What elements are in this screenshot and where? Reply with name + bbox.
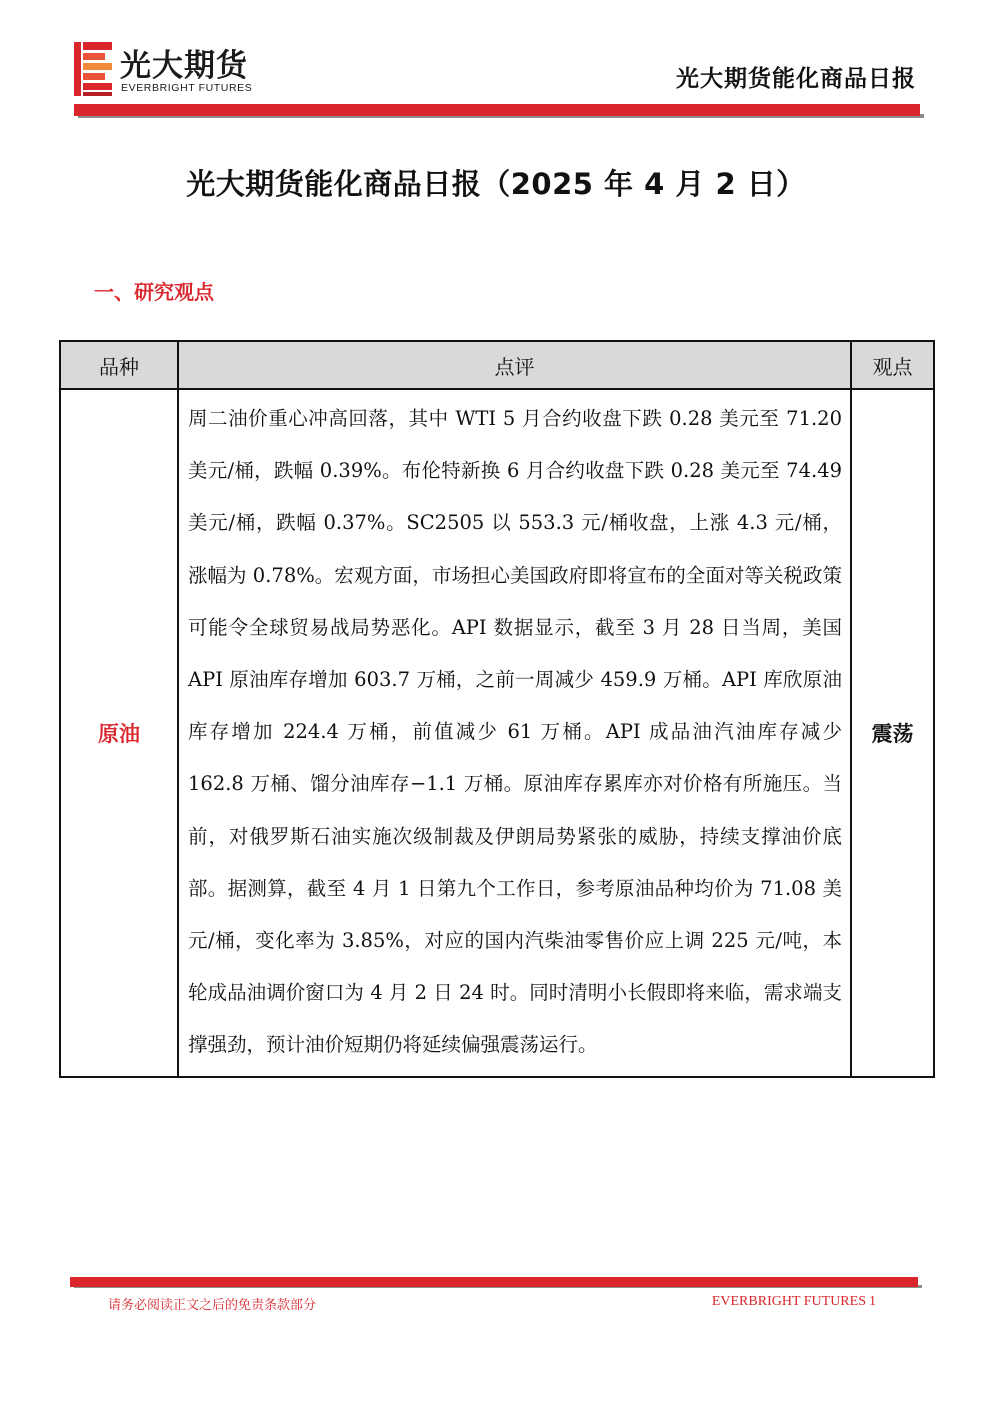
view-cell: 震荡 <box>851 389 934 1077</box>
comment-cell: 周二油价重心冲高回落，其中 WTI 5 月合约收盘下跌 0.28 美元至 71.20 美元/桶，跌幅 0.39%。布伦特新换 6 月合约收盘下跌 0.28 美元至 74.49 美元/桶，跌幅 0.37%。SC2505 以 553.3 元/桶收盘，上涨 4.3 元/桶，涨幅为 0.78%。宏观方面，市场担心美国政府即将宣布的全面对等关税政策可能令全球贸易战局势恶化。API 数据显示，截至 3 月 28 日当周，美国 API 原油库存增加 603.7 万桶，之前一周减少 459.9 万桶。API 库欣原油库存增加 224.4 万桶，前值减少 61 万桶。API 成品油汽油库存减少 162.8 万桶、馏分油库存−1.1 万桶。原油库存累库亦对价格有所施压。当前，对俄罗斯石油实施次级制裁及伊朗局势紧张的威胁，持续支撑油价底部。据测算，截至 4 月 1 日第九个工作日，参考原油品种均价为 71.08 美元/桶，变化率为 3.85%，对应的国内汽柴油零售价应上调 225 元/吨，本轮成品油调价窗口为 4 月 2 日 24 时。同时清明小长假即将来临，需求端支撑强劲，预计油价短期仍将延续偏强震荡运行。 <box>178 389 851 1077</box>
column-header-comment: 点评 <box>178 341 851 389</box>
footer-brand: EVERBRIGHT FUTURES <box>711 1294 866 1309</box>
footer-disclaimer: 请务必阅读正文之后的免责条款部分 <box>108 1298 317 1313</box>
company-logo <box>74 40 294 100</box>
table-row <box>60 389 934 1077</box>
header-report-title: 光大期货能化商品日报 <box>676 66 916 92</box>
document-title: 光大期货能化商品日报（2025 年 4 月 2 日） <box>186 167 806 201</box>
logo-english-name: EVERBRIGHT FUTURES <box>121 82 253 94</box>
research-view-table <box>59 340 935 1078</box>
variety-cell: 原油 <box>60 389 178 1077</box>
header-divider <box>74 104 920 116</box>
logo-chinese-name: 光大期货 <box>120 48 248 84</box>
column-header-variety: 品种 <box>60 341 178 389</box>
column-header-view: 观点 <box>851 341 934 389</box>
section-title: 一、研究观点 <box>94 280 214 304</box>
everbright-logo-icon <box>74 42 112 96</box>
footer-divider <box>70 1277 918 1287</box>
table-header-row <box>60 341 934 389</box>
page-number: 1 <box>869 1294 876 1309</box>
